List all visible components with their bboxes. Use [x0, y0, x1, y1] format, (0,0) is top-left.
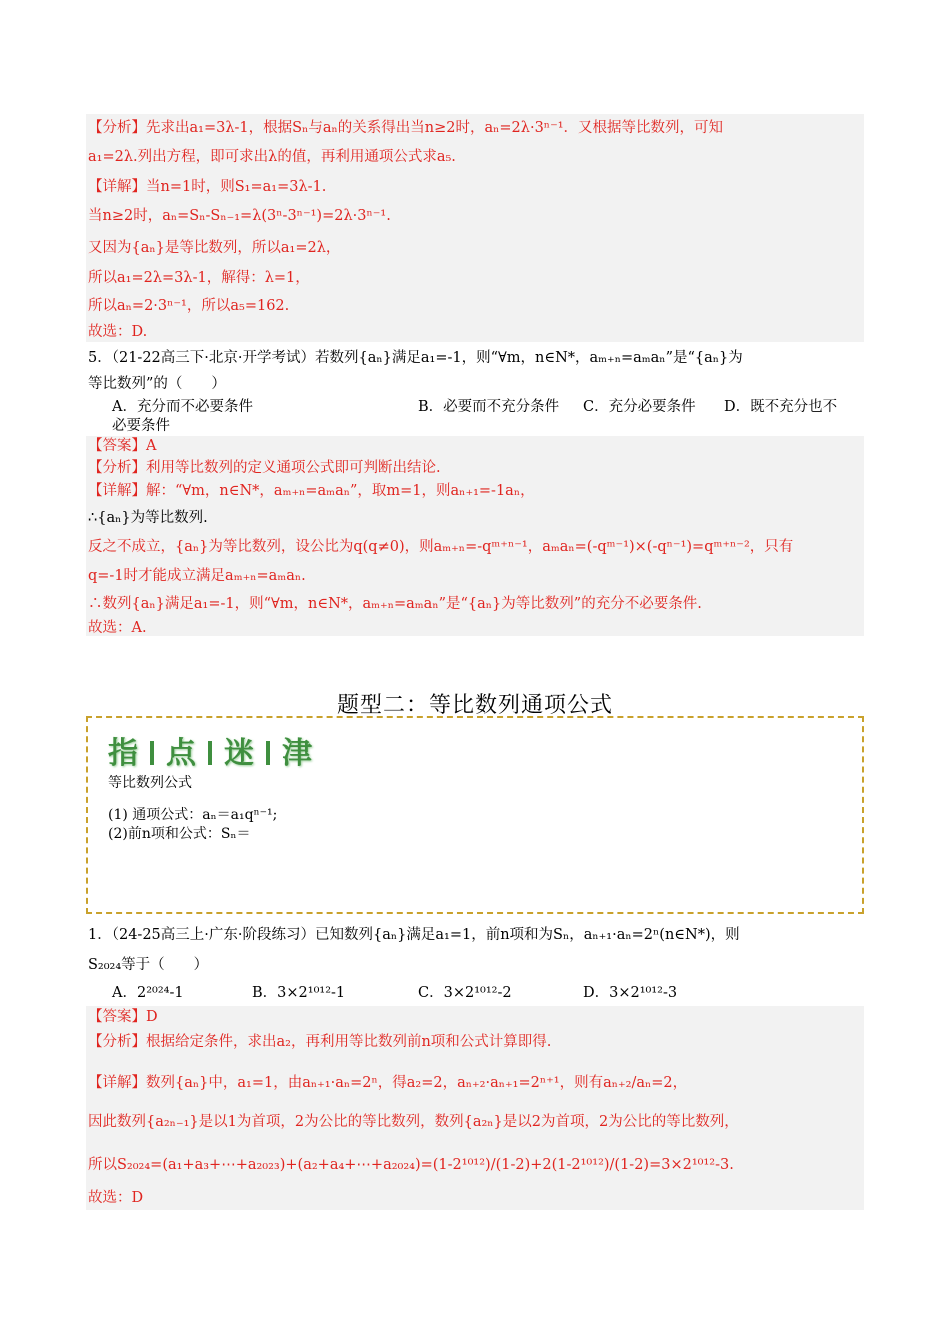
option-c: C．3×2¹⁰¹²-2 [418, 985, 512, 1001]
tip-heading-char: 指 [108, 736, 138, 771]
detail-line: q=-1时才能成立满足aₘ₊ₙ=aₘaₙ. [88, 568, 306, 584]
detail-line: 所以S₂₀₂₄=(a₁+a₃+⋯+a₂₀₂₃)+(a₂+a₄+⋯+a₂₀₂₄)=(1-2¹⁰¹²)/(1-2)+2(1-2¹⁰¹²)/(1-2)=3×2¹⁰¹²-3. [88, 1157, 734, 1173]
tip-separator [266, 741, 270, 765]
answer-line: 【答案】D [88, 1009, 158, 1025]
detail-line: 【详解】解：“∀m，n∈N*，aₘ₊ₙ=aₘaₙ”，取m=1，则aₙ₊₁=-1aₙ， [88, 483, 535, 499]
detail-line: 反之不成立，{aₙ}为等比数列，设公比为q(q≠0)，则aₘ₊ₙ=-qᵐ⁺ⁿ⁻¹，aₘaₙ=(-qᵐ⁻¹)×(-qⁿ⁻¹)=qᵐ⁺ⁿ⁻²，只有 [88, 539, 794, 555]
detail-line: ∴数列{aₙ}满足a₁=-1，则“∀m，n∈N*，aₘ₊ₙ=aₘaₙ”是“{aₙ}为等比数列”的充分不必要条件. [88, 596, 702, 612]
tip-heading-char: 点 [166, 736, 196, 771]
option-c: C．充分必要条件 [583, 399, 696, 415]
detail-line: 因此数列{a₂ₙ₋₁}是以1为首项，2为公比的等比数列，数列{a₂ₙ}是以2为首项，2为公比的等比数列， [88, 1114, 739, 1130]
tip-heading-char: 迷 [224, 736, 254, 771]
tip-heading [108, 728, 312, 772]
question-stem: 1．（24-25高三上·广东·阶段练习）已知数列{aₙ}满足a₁=1，前n项和为Sₙ，aₙ₊₁·aₙ=2ⁿ(n∈N*)，则 [88, 927, 740, 943]
answer-line: 【答案】A [88, 438, 157, 454]
analysis-text: 【分析】先求出a₁=3λ-1，根据Sₙ与aₙ的关系得出当n≥2时，aₙ=2λ·3ⁿ⁻¹．又根据等比数列，可知 [88, 120, 724, 136]
option-d: D．既不充分也不 [724, 399, 838, 415]
analysis-text: 【分析】根据给定条件，求出a₂，再利用等比数列前n项和公式计算即得. [88, 1034, 552, 1050]
tip-box [86, 716, 864, 914]
option-b: B．3×2¹⁰¹²-1 [252, 985, 346, 1001]
analysis-text-cont: a₁=2λ.列出方程，即可求出λ的值，再利用通项公式求a₅. [88, 149, 456, 165]
tip-line: (1) 通项公式：aₙ＝a₁qⁿ⁻¹; [108, 807, 278, 823]
detail-line: 【详解】当n=1时，则S₁=a₁=3λ-1. [88, 179, 327, 195]
detail-line: 当n≥2时，aₙ=Sₙ-Sₙ₋₁=λ(3ⁿ-3ⁿ⁻¹)=2λ·3ⁿ⁻¹. [88, 208, 391, 224]
question-stem: 5．（21-22高三下·北京·开学考试）若数列{aₙ}满足a₁=-1，则“∀m，n∈N*，aₘ₊ₙ=aₘaₙ”是“{aₙ}为 [88, 350, 743, 366]
option-a: A．2²⁰²⁴-1 [112, 985, 184, 1001]
detail-line: ∴{aₙ}为等比数列. [88, 510, 208, 526]
option-a: A．充分而不必要条件 [112, 399, 253, 415]
tip-heading-char: 津 [282, 736, 312, 771]
choice-line: 故选：D [88, 1190, 144, 1206]
detail-line: 又因为{aₙ}是等比数列，所以a₁=2λ， [88, 240, 341, 256]
choice-line: 故选：D. [88, 324, 148, 340]
choice-line: 故选：A. [88, 620, 147, 636]
tip-separator [150, 741, 154, 765]
tip-separator [208, 741, 212, 765]
section-title: 题型二：等比数列通项公式 [336, 693, 613, 718]
question-stem-cont: S₂₀₂₄等于（ ） [88, 957, 209, 973]
option-b: B．必要而不充分条件 [418, 399, 560, 415]
question-stem-cont: 等比数列”的（ ） [88, 376, 226, 392]
analysis-text: 【分析】利用等比数列的定义通项公式即可判断出结论. [88, 460, 441, 476]
tip-line: (2)前n项和公式：Sₙ＝ [108, 826, 251, 842]
detail-line: 【详解】数列{aₙ}中，a₁=1，由aₙ₊₁·aₙ=2ⁿ，得a₂=2，aₙ₊₂·aₙ₊₁=2ⁿ⁺¹，则有aₙ₊₂/aₙ=2， [88, 1075, 688, 1091]
detail-line: 所以a₁=2λ=3λ-1，解得：λ=1， [88, 270, 310, 286]
option-d: D．3×2¹⁰¹²-3 [583, 985, 678, 1001]
option-d-cont: 必要条件 [112, 418, 170, 434]
tip-line: 等比数列公式 [108, 775, 192, 791]
detail-line: 所以aₙ=2·3ⁿ⁻¹，所以a₅=162. [88, 298, 290, 314]
